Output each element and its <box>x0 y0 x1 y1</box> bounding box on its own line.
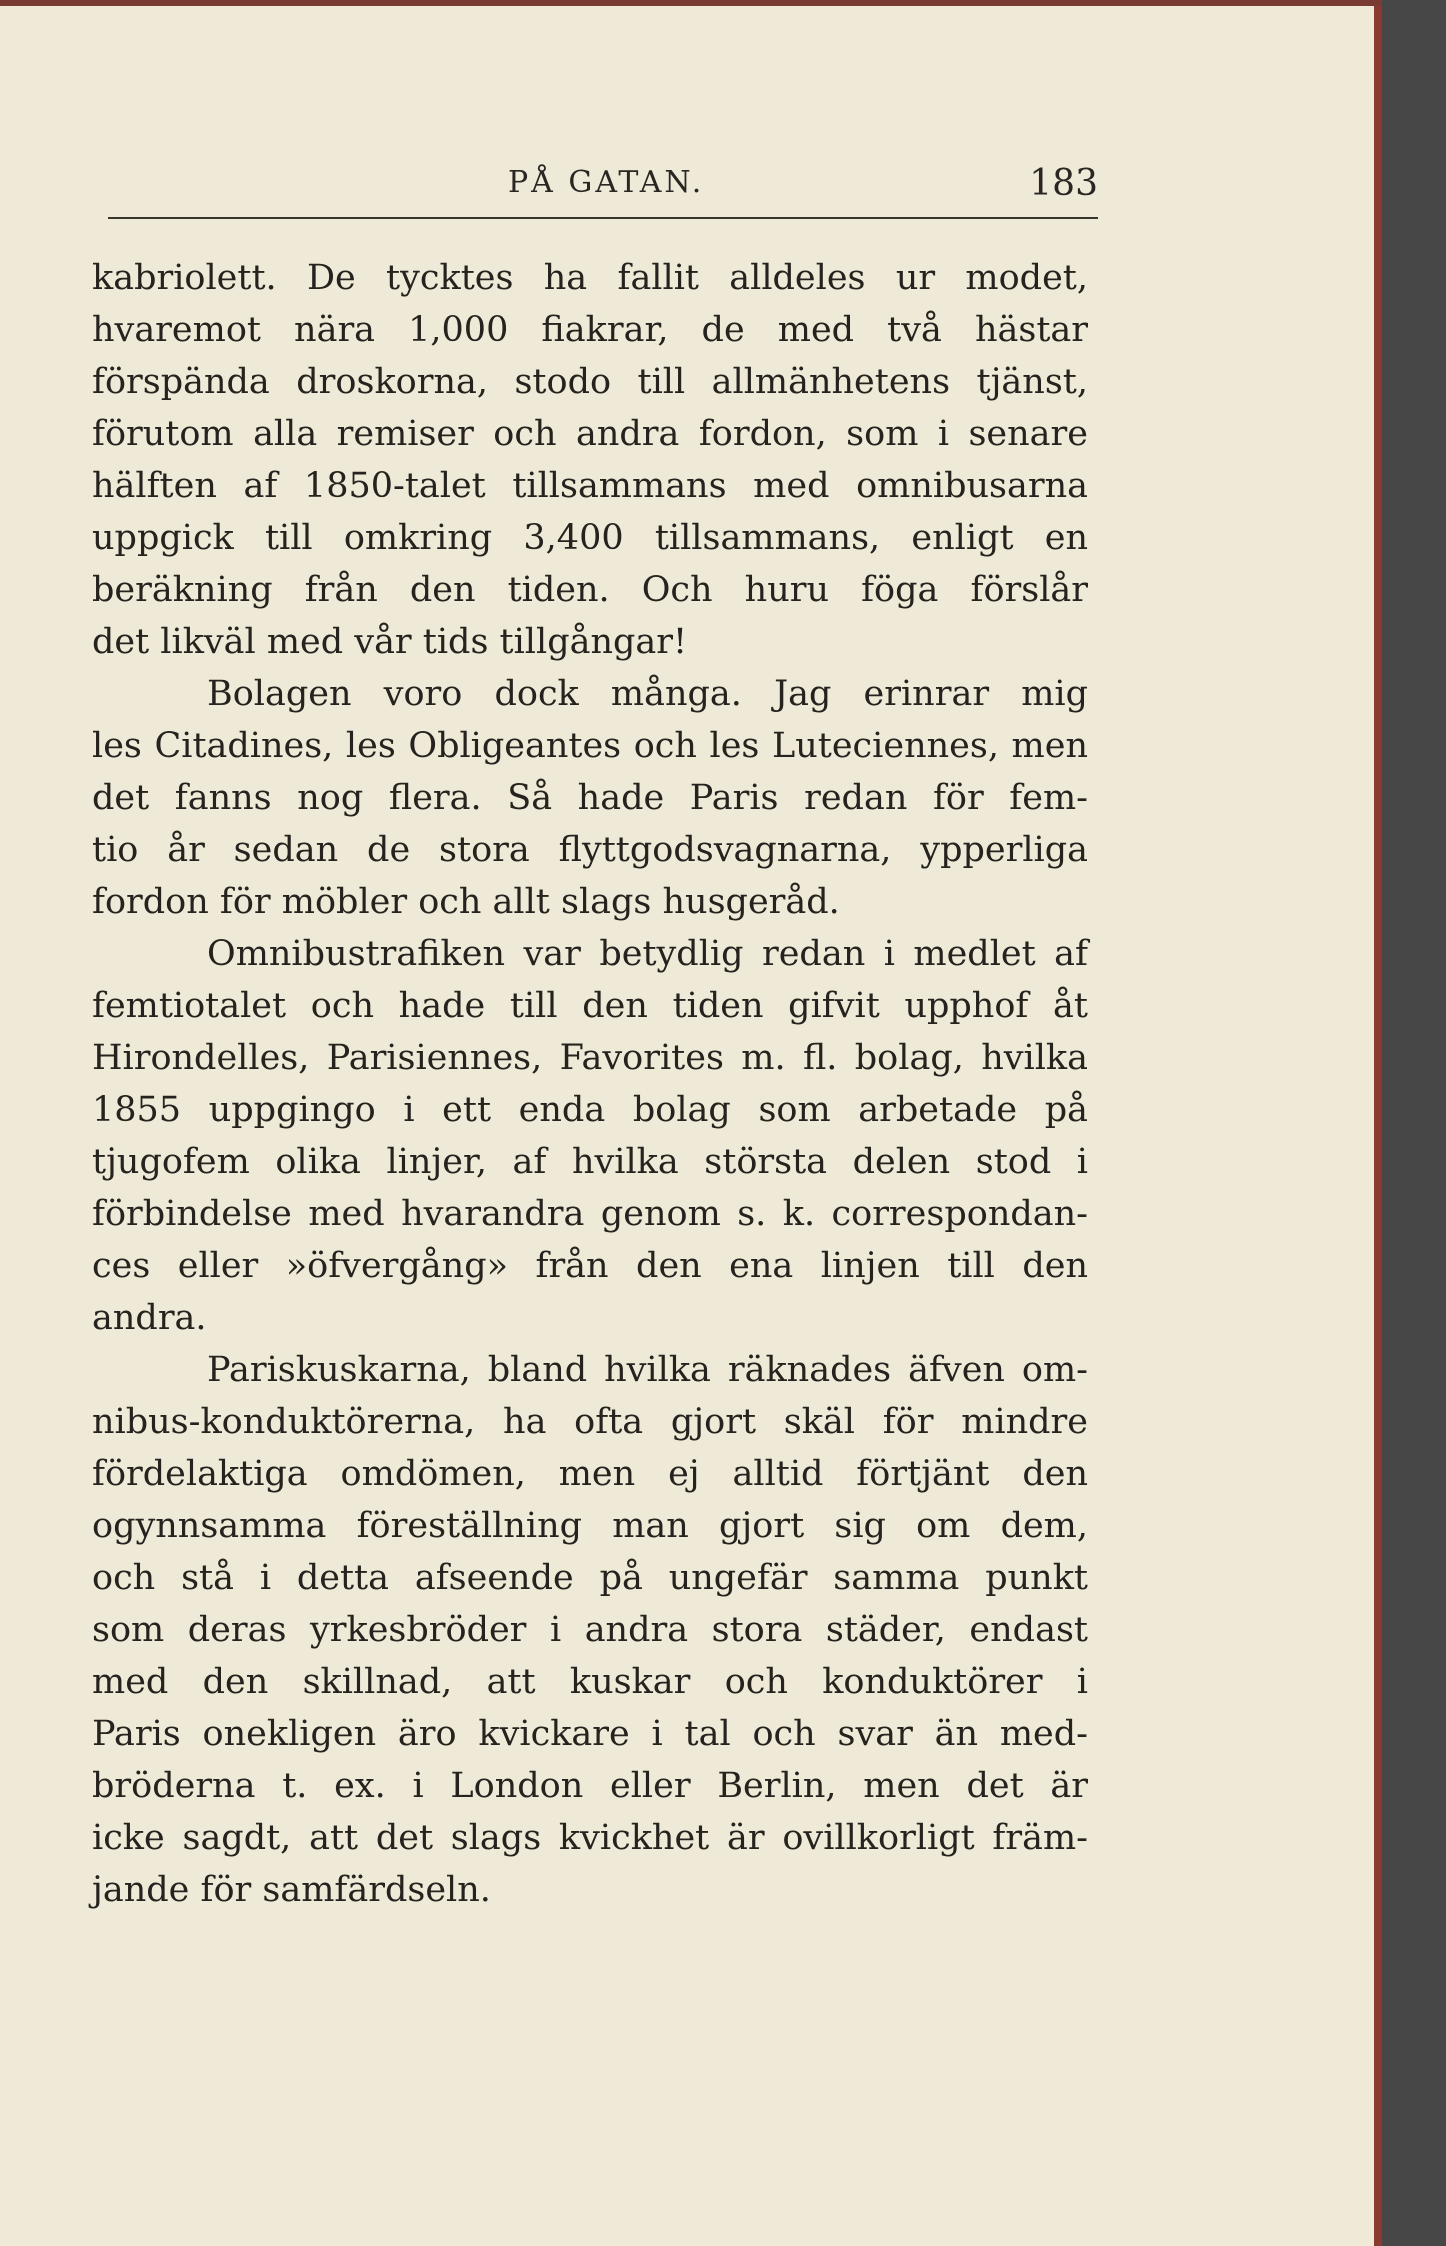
page-header <box>108 165 1098 225</box>
text-line: jande för samfärdseln. <box>92 1870 491 1910</box>
text-line: 1855 uppgingo i ett enda bolag som arbetade på <box>92 1090 1088 1130</box>
text-line: fördelaktiga omdömen, men ej alltid förtjänt den <box>92 1454 1088 1494</box>
text-line: hälften af 1850-talet tillsammans med omnibusarna <box>92 466 1088 506</box>
text-line: kabriolett. De tycktes ha fallit alldeles ur modet, <box>92 258 1088 298</box>
body-text <box>92 252 1088 1916</box>
text-line: les Citadines, les Obligeantes och les Luteciennes, men <box>92 726 1088 766</box>
text-line: ces eller »öfvergång» från den ena linjen till den <box>92 1246 1088 1286</box>
text-line: Paris onekligen äro kvickare i tal och svar än med- <box>92 1714 1088 1754</box>
text-line: förspända droskorna, stodo till allmänhetens tjänst, <box>92 362 1088 402</box>
text-line: andra. <box>92 1298 207 1338</box>
running-head: PÅ GATAN. <box>508 165 705 200</box>
page-number: 183 <box>1029 163 1098 204</box>
text-line: Pariskuskarna, bland hvilka räknades äfven om- <box>207 1350 1088 1390</box>
text-line: beräkning från den tiden. Och huru föga förslår <box>92 570 1088 610</box>
text-line: som deras yrkesbröder i andra stora städer, endast <box>92 1610 1088 1650</box>
text-line: det fanns nog flera. Så hade Paris redan för fem- <box>92 778 1088 818</box>
text-line: och stå i detta afseende på ungefär samma punkt <box>92 1558 1088 1598</box>
text-line: Bolagen voro dock många. Jag erinrar mig <box>207 674 1088 714</box>
text-line: med den skillnad, att kuskar och konduktörer i <box>92 1662 1088 1702</box>
text-line: ogynnsamma föreställning man gjort sig om dem, <box>92 1506 1088 1546</box>
text-line: tjugofem olika linjer, af hvilka största delen stod i <box>92 1142 1088 1182</box>
text-line: tio år sedan de stora flyttgodsvagnarna, ypperliga <box>92 830 1088 870</box>
text-line: fordon för möbler och allt slags husgeråd. <box>92 882 840 922</box>
page-top-edge <box>0 0 1382 6</box>
text-line: Omnibustrafiken var betydlig redan i medlet af <box>207 934 1088 974</box>
text-line: Hirondelles, Parisiennes, Favorites m. fl. bolag, hvilka <box>92 1038 1088 1078</box>
text-line: förutom alla remiser och andra fordon, som i senare <box>92 414 1088 454</box>
text-line: det likväl med vår tids tillgångar! <box>92 622 688 662</box>
text-line: uppgick till omkring 3,400 tillsammans, enligt en <box>92 518 1088 558</box>
text-line: nibus-konduktörerna, ha ofta gjort skäl för mindre <box>92 1402 1088 1442</box>
text-line: hvaremot nära 1,000 fiakrar, de med två hästar <box>92 310 1088 350</box>
text-line: bröderna t. ex. i London eller Berlin, men det är <box>92 1766 1088 1806</box>
header-rule <box>108 217 1098 219</box>
text-line: icke sagdt, att det slags kvickhet är ovillkorligt främ- <box>92 1818 1088 1858</box>
text-line: förbindelse med hvarandra genom s. k. correspondan- <box>92 1194 1088 1234</box>
text-line: femtiotalet och hade till den tiden gifvit upphof åt <box>92 986 1088 1026</box>
